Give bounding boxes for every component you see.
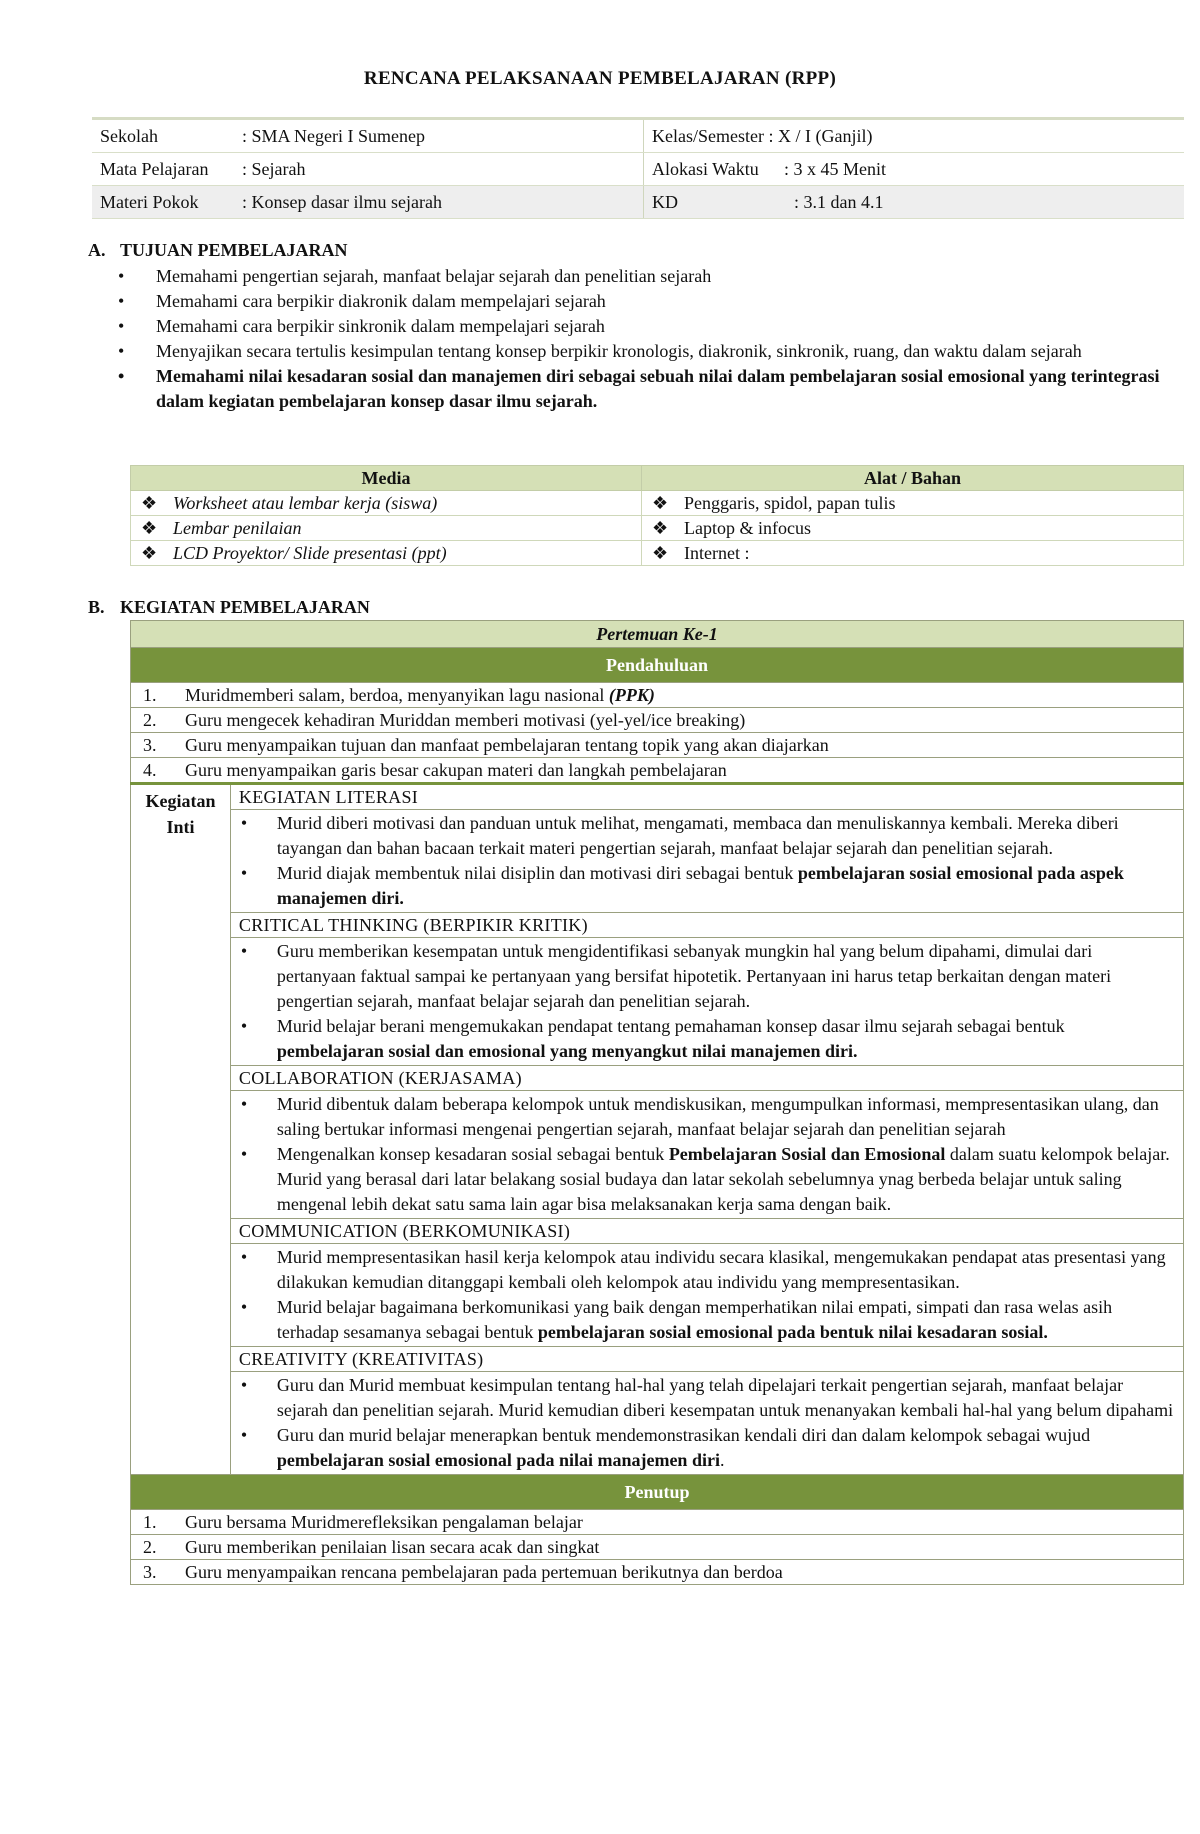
- document-title: RENCANA PELAKSANAAN PEMBELAJARAN (RPP): [363, 68, 837, 89]
- step-number: 1.: [131, 1510, 178, 1535]
- section-title: TUJUAN PEMBELAJARAN: [120, 240, 348, 260]
- info-value: : Konsep dasar ilmu sejarah: [242, 191, 442, 212]
- core-label-line: Kegiatan: [145, 791, 216, 811]
- alat-header: Alat / Bahan: [642, 466, 1184, 491]
- bullet-icon: •: [240, 1247, 248, 1267]
- step-text: Guru menyampaikan tujuan dan manfaat pembelajaran tentang topik yang akan diajarkan: [177, 733, 1184, 758]
- list-item: [239, 811, 1175, 861]
- bullet-icon: •: [240, 1094, 248, 1114]
- info-label: Kelas/Semester: [652, 125, 764, 146]
- info-label: Materi Pokok: [100, 191, 199, 212]
- table-row: [131, 683, 1184, 708]
- literasi-block: [230, 810, 1183, 913]
- list-item: [239, 1295, 1175, 1345]
- info-value: : X / I (Ganjil): [768, 125, 873, 146]
- bullet-icon: •: [240, 813, 248, 833]
- media-item: [131, 516, 642, 541]
- info-value: : 3 x 45 Menit: [784, 158, 886, 179]
- list-item: [118, 289, 1188, 314]
- info-materi: [92, 186, 644, 219]
- info-value: : SMA Negeri I Sumenep: [242, 125, 425, 146]
- subheading-literasi: KEGIATAN LITERASI: [230, 784, 1183, 810]
- subheading-communication: COMMUNICATION (BERKOMUNIKASI): [230, 1219, 1183, 1244]
- goal-text: Memahami cara berpikir sinkronik dalam mempelajari sejarah: [156, 316, 605, 336]
- subheading-critical: CRITICAL THINKING (BERPIKIR KRITIK): [230, 913, 1183, 938]
- bullet-text-bold: pembelajaran sosial dan emosional yang menyangkut nilai manajemen diri.: [276, 1041, 858, 1061]
- list-item: [239, 1142, 1175, 1217]
- list-item: [239, 939, 1175, 1014]
- alat-text: Internet :: [684, 542, 750, 563]
- diamond-icon: ❖: [652, 517, 669, 538]
- table-row: [131, 733, 1184, 758]
- table-row: [131, 1535, 1184, 1560]
- step-text: Guru bersama Muridmerefleksikan pengalaman belajar: [177, 1510, 1184, 1535]
- bullet-text: Murid mempresentasikan hasil kerja kelompok atau individu secara klasikal, mengemukakan pendapat atas presentasi yang dilakukan kemudian ditanggapi kembali oleh kelompok atau individu yang mempresentasikan.: [276, 1247, 1166, 1292]
- section-b-heading: [88, 597, 370, 618]
- table-row: [131, 1510, 1184, 1535]
- bullet-text-bold: pembelajaran sosial emosional pada bentuk nilai kesadaran sosial.: [537, 1322, 1048, 1342]
- bullet-icon: •: [240, 1144, 248, 1164]
- info-value: : 3.1 dan 4.1: [794, 191, 884, 212]
- diamond-icon: ❖: [652, 492, 669, 513]
- bullet-icon: •: [118, 266, 125, 286]
- diamond-icon: ❖: [141, 517, 158, 538]
- bullet-icon: •: [240, 941, 248, 961]
- info-alokasi: [644, 153, 1185, 186]
- info-label: Alokasi Waktu: [652, 158, 759, 179]
- section-number: B.: [88, 597, 105, 617]
- collaboration-block: [230, 1091, 1183, 1219]
- communication-block: [230, 1244, 1183, 1347]
- bullet-text-bold: pembelajaran sosial emosional pada nilai manajemen diri: [276, 1450, 720, 1470]
- step-number: 2.: [131, 1535, 178, 1560]
- step-text: Guru memberikan penilaian lisan secara acak dan singkat: [177, 1535, 1184, 1560]
- goals-list: [118, 264, 1188, 414]
- core-label-line: Inti: [166, 817, 195, 837]
- bullet-text: Murid dibentuk dalam beberapa kelompok untuk mendiskusikan, mengumpulkan informasi, mempresentasikan ulang, dan saling bertukar informasi mengenai pengertian sejarah, manfaat belajar sejarah dan penelitian sejarah: [276, 1094, 1159, 1139]
- media-item: [131, 491, 642, 516]
- goal-text: Memahami nilai kesadaran sosial dan manajemen diri sebagai sebuah nilai dalam pembelajaran sosial emosional yang terintegrasi dalam kegiatan pembelajaran konsep dasar ilmu sejarah.: [156, 366, 1160, 411]
- media-header: Media: [131, 466, 642, 491]
- section-number: A.: [88, 240, 106, 260]
- core-activity-label: [131, 784, 231, 1475]
- step-text: Guru menyampaikan rencana pembelajaran pada pertemuan berikutnya dan berdoa: [177, 1560, 1184, 1585]
- info-label: Mata Pelajaran: [100, 158, 209, 179]
- bullet-icon: •: [240, 1016, 248, 1036]
- list-item: [118, 364, 1188, 414]
- alat-text: Laptop & infocus: [684, 517, 811, 538]
- info-kd: [644, 186, 1185, 219]
- info-mapel: [92, 153, 644, 186]
- info-label: KD: [652, 191, 678, 212]
- goal-text: Memahami cara berpikir diakronik dalam mempelajari sejarah: [156, 291, 606, 311]
- list-item: [239, 1092, 1175, 1142]
- step-text: Guru menyampaikan garis besar cakupan materi dan langkah pembelajaran: [177, 758, 1184, 784]
- bullet-icon: •: [240, 1425, 248, 1445]
- subheading-creativity: CREATIVITY (KREATIVITAS): [230, 1347, 1183, 1372]
- subheading-collaboration: COLLABORATION (KERJASAMA): [230, 1066, 1183, 1091]
- info-sekolah: [92, 119, 644, 153]
- bullet-text: Guru dan murid belajar menerapkan bentuk mendemonstrasikan kendali diri dan dalam kelompok sebagai wujud: [276, 1425, 1091, 1445]
- bullet-icon: •: [118, 291, 125, 311]
- phase-header-pendahuluan: Pendahuluan: [131, 648, 1184, 683]
- bullet-icon: •: [118, 341, 125, 361]
- list-item: [118, 314, 1188, 339]
- step-number: 3.: [131, 1560, 178, 1585]
- goal-text: Menyajikan secara tertulis kesimpulan tentang konsep berpikir kronologis, diakronik, sinkronik, ruang, dan waktu dalam sejarah: [156, 341, 1082, 361]
- list-item: [239, 861, 1175, 911]
- table-row: [131, 758, 1184, 784]
- bullet-text: dalam suatu kelompok belajar. Murid yang berasal dari latar belakang sosial budaya dan latar sekolah sebelumnya ynag berbeda belajar untuk saling mengenal lebih dekat satu sama lain agar bisa melaksanakan kerja sama dengan baik.: [276, 1144, 1170, 1214]
- creativity-block: [230, 1372, 1183, 1475]
- info-kelas: [644, 119, 1185, 153]
- diamond-icon: ❖: [141, 542, 158, 563]
- alat-item: [642, 491, 1184, 516]
- list-item: [118, 339, 1188, 364]
- meeting-title: Pertemuan Ke-1: [131, 621, 1184, 648]
- list-item: [239, 1373, 1175, 1423]
- bullet-icon: •: [240, 1297, 248, 1317]
- media-table: [130, 465, 1184, 566]
- step-text: Guru mengecek kehadiran Muriddan memberi motivasi (yel-yel/ice breaking): [177, 708, 1184, 733]
- bullet-text: Murid diberi motivasi dan panduan untuk melihat, mengamati, membaca dan menuliskannya kembali. Mereka diberi tayangan dan bahan bacaan terkait materi pengertian sejarah, manfaat belajar sejarah dan penelitian sejarah.: [276, 813, 1119, 858]
- bullet-text: .: [719, 1450, 725, 1470]
- bullet-icon: •: [118, 366, 125, 386]
- info-label: Sekolah: [100, 125, 158, 146]
- section-a-heading: [88, 240, 348, 261]
- goal-text: Memahami pengertian sejarah, manfaat belajar sejarah dan penelitian sejarah: [156, 266, 712, 286]
- bullet-text: Murid belajar berani mengemukakan pendapat tentang pemahaman konsep dasar ilmu sejarah sebagai bentuk: [276, 1016, 1065, 1036]
- bullet-icon: •: [118, 316, 125, 336]
- step-number: 2.: [131, 708, 178, 733]
- list-item: [239, 1245, 1175, 1295]
- activity-table: [130, 620, 1184, 1585]
- bullet-text-bold: pembelajaran sosial emosional pada aspek manajemen diri.: [276, 863, 1124, 908]
- info-value: : Sejarah: [242, 158, 306, 179]
- critical-block: [230, 938, 1183, 1066]
- list-item: [239, 1014, 1175, 1064]
- step-text-em: (PPK): [608, 684, 655, 705]
- section-title: KEGIATAN PEMBELAJARAN: [120, 597, 370, 617]
- bullet-icon: •: [240, 1375, 248, 1395]
- bullet-icon: •: [240, 863, 248, 883]
- list-item: [118, 264, 1188, 289]
- info-table: [92, 117, 1184, 219]
- step-number: 3.: [131, 733, 178, 758]
- table-row: [131, 708, 1184, 733]
- step-number: 1.: [131, 683, 178, 708]
- media-text: LCD Proyektor/ Slide presentasi (ppt): [173, 542, 447, 563]
- bullet-text: Guru memberikan kesempatan untuk mengidentifikasi sebanyak mungkin hal yang belum dipahami, dimulai dari pertanyaan faktual sampai ke pertanyaan yang bersifat hipotetik. Pertanyaan ini harus tetap berkaitan dengan materi pengertian sejarah, manfaat belajar sejarah dan penelitian sejarah.: [276, 941, 1112, 1011]
- alat-item: [642, 516, 1184, 541]
- media-text: Worksheet atau lembar kerja (siswa): [173, 492, 438, 513]
- media-item: [131, 541, 642, 566]
- phase-header-penutup: Penutup: [131, 1475, 1184, 1510]
- alat-item: [642, 541, 1184, 566]
- alat-text: Penggaris, spidol, papan tulis: [684, 492, 896, 513]
- step-text: [177, 683, 1184, 708]
- diamond-icon: ❖: [652, 542, 669, 563]
- bullet-text: Guru dan Murid membuat kesimpulan tentang hal-hal yang telah dipelajari terkait pengertian sejarah, manfaat belajar sejarah dan penelitian sejarah. Murid kemudian diberi kesempatan untuk menanyakan kembali hal-hal yang belum dipahami: [276, 1375, 1174, 1420]
- diamond-icon: ❖: [141, 492, 158, 513]
- bullet-text: Murid belajar bagaimana berkomunikasi yang baik dengan memperhatikan nilai empati, simpati dan rasa welas asih terhadap sesamanya sebagai bentuk: [276, 1297, 1113, 1342]
- media-text: Lembar penilaian: [173, 517, 302, 538]
- step-number: 4.: [131, 758, 178, 784]
- bullet-text: Murid diajak membentuk nilai disiplin dan motivasi diri sebagai bentuk: [276, 863, 798, 883]
- bullet-text: Mengenalkan konsep kesadaran sosial sebagai bentuk: [276, 1144, 669, 1164]
- list-item: [239, 1423, 1175, 1473]
- step-text-main: Muridmemberi salam, berdoa, menyanyikan lagu nasional: [185, 684, 609, 705]
- table-row: [131, 1560, 1184, 1585]
- bullet-text-bold: Pembelajaran Sosial dan Emosional: [668, 1144, 946, 1164]
